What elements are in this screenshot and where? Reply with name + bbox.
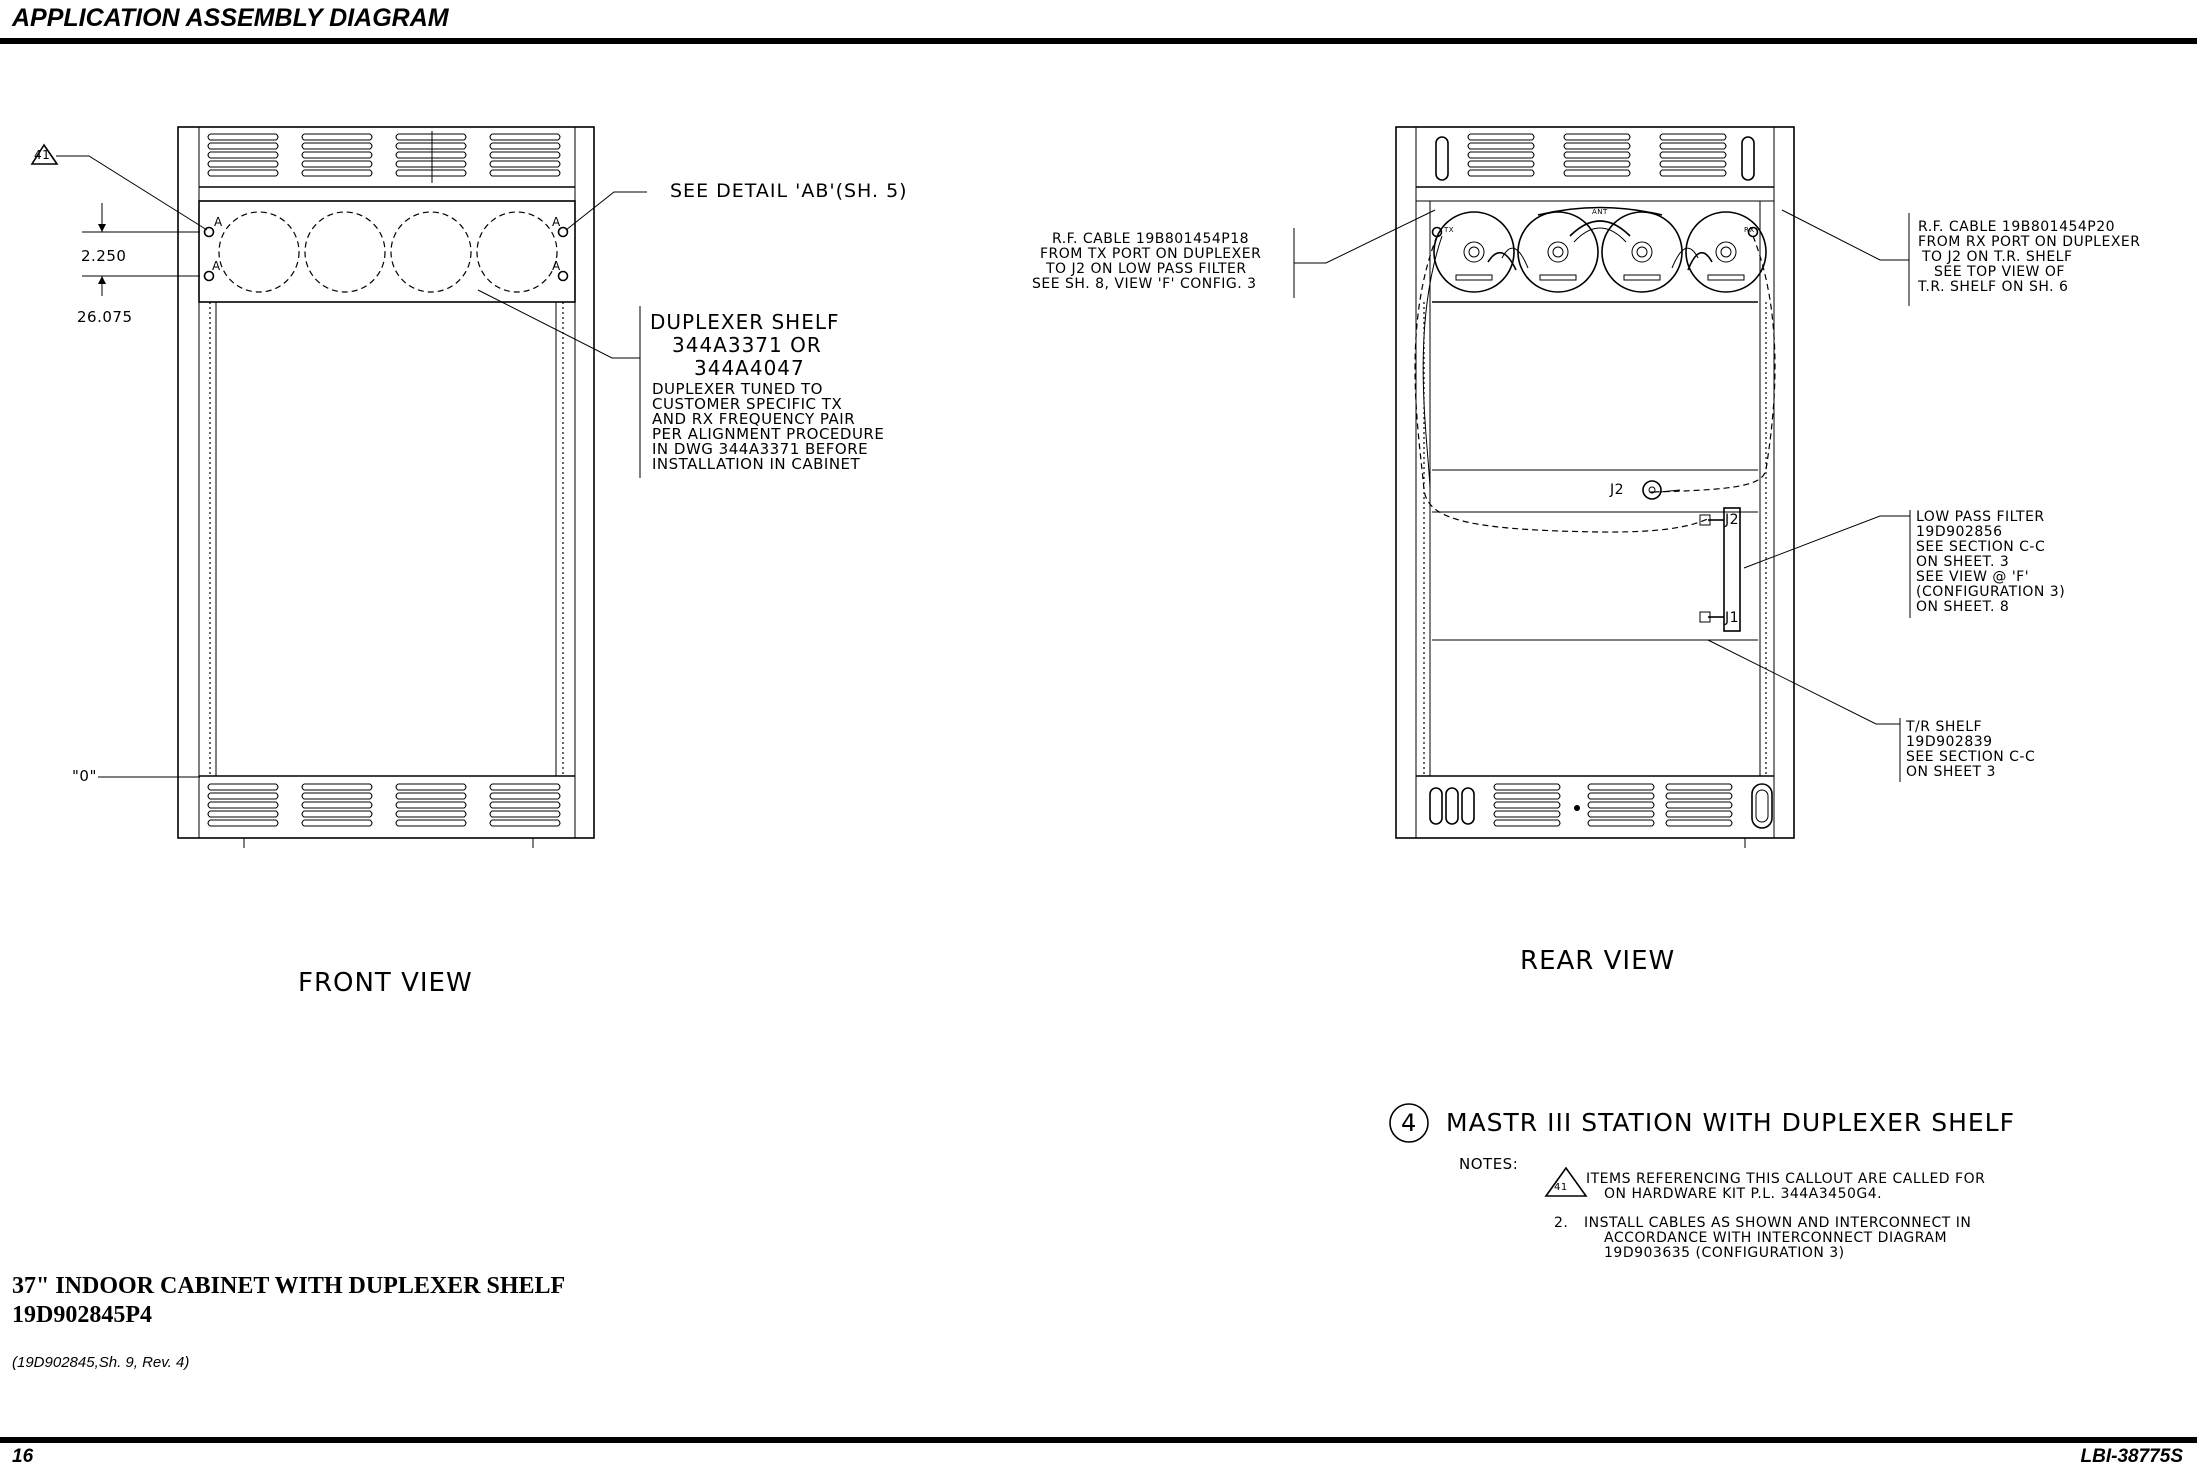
front-cabinet (178, 127, 594, 848)
filter-j1-label: J1 (1725, 610, 1740, 626)
vent-slot (302, 802, 372, 808)
tr-shelf-note-4: ON SHEET 3 (1906, 764, 1996, 780)
vent-slot (1588, 811, 1654, 817)
note1-line-2: ON HARDWARE KIT P.L. 344A3450G4. (1604, 1186, 1883, 1202)
vent-slot (208, 820, 278, 826)
tx-cable-note-4: SEE SH. 8, VIEW 'F' CONFIG. 3 (1032, 276, 1257, 292)
vent-slot (208, 152, 278, 158)
vent-slot (396, 811, 466, 817)
shelf-note-title-1: DUPLEXER SHELF (650, 310, 840, 334)
front-corner-screws (205, 228, 568, 281)
vent-slot (208, 793, 278, 799)
vent-slot (490, 802, 560, 808)
corner-mark-a: A (212, 259, 221, 273)
note2-line-2: ACCORDANCE WITH INTERCONNECT DIAGRAM (1604, 1230, 1948, 1246)
document-id: LBI-38775S (2080, 1446, 2183, 1467)
vent-slot (1660, 134, 1726, 140)
tr-shelf-note-3: SEE SECTION C-C (1906, 749, 2036, 765)
port-label-ant: ANT (1592, 208, 1608, 216)
corner-mark-a: A (552, 259, 561, 273)
rear-leaders (1294, 210, 1910, 782)
vent-slot (1468, 143, 1534, 149)
vent-slot (1666, 811, 1732, 817)
vent-slot (396, 802, 466, 808)
note2-number: 2. (1554, 1215, 1569, 1231)
station-number: 4 (1401, 1109, 1418, 1137)
vent-slot (1564, 170, 1630, 176)
front-top-vents (208, 134, 560, 176)
front-callout-flag-number: 41 (34, 148, 51, 162)
vent-slot (208, 784, 278, 790)
vent-slot (1564, 143, 1630, 149)
front-bottom-vents (208, 784, 560, 826)
vent-slot (1468, 152, 1534, 158)
vent-slot (1660, 152, 1726, 158)
rear-top-vents (1468, 134, 1726, 176)
shelf-note-body-1: DUPLEXER TUNED TO (652, 380, 823, 398)
dim-zero: "0" (72, 767, 97, 785)
drawing-part-number: 19D902845P4 (12, 1302, 152, 1328)
vent-slot (1468, 134, 1534, 140)
j2-cable-label: J2 (1610, 482, 1625, 498)
corner-mark-a: A (214, 215, 223, 229)
filter-note-2: 19D902856 (1916, 524, 2003, 540)
vent-slot (1564, 161, 1630, 167)
rx-cable-note-4: SEE TOP VIEW OF (1934, 264, 2065, 280)
note2-line-3: 19D903635 (CONFIGURATION 3) (1604, 1245, 1845, 1261)
front-leaders (56, 156, 647, 777)
vent-slot (302, 793, 372, 799)
vent-slot (302, 784, 372, 790)
vent-slot (1468, 161, 1534, 167)
vent-slot (1468, 170, 1534, 176)
vent-slot (1494, 793, 1560, 799)
vent-slot (302, 161, 372, 167)
filter-note-1: LOW PASS FILTER (1916, 509, 2045, 525)
drawing-source-ref: (19D902845,Sh. 9, Rev. 4) (12, 1354, 190, 1371)
vent-slot (208, 161, 278, 167)
filter-note-7: ON SHEET. 8 (1916, 599, 2010, 615)
page-number: 16 (12, 1446, 34, 1467)
rear-bottom-vents (1494, 784, 1732, 826)
corner-mark-a: A (552, 215, 561, 229)
drawing-title: 37" INDOOR CABINET WITH DUPLEXER SHELF (12, 1273, 566, 1299)
vent-slot (302, 152, 372, 158)
vent-slot (396, 784, 466, 790)
vent-slot (208, 811, 278, 817)
filter-note-6: (CONFIGURATION 3) (1916, 584, 2066, 600)
vent-slot (396, 152, 466, 158)
notes-heading: NOTES: (1459, 1155, 1519, 1173)
vent-slot (1660, 170, 1726, 176)
filter-note-5: SEE VIEW @ 'F' (1916, 569, 2030, 585)
station-caption: MASTR III STATION WITH DUPLEXER SHELF (1446, 1108, 2015, 1137)
rx-cable-note-5: T.R. SHELF ON SH. 6 (1918, 279, 2069, 295)
vent-slot (1666, 784, 1732, 790)
dim-26075: 26.075 (77, 308, 133, 326)
vent-slot (1666, 820, 1732, 826)
vent-slot (302, 134, 372, 140)
shelf-note-body-3: AND RX FREQUENCY PAIR (652, 410, 856, 428)
shelf-note-title-3: 344A4047 (694, 356, 805, 380)
vent-slot (1666, 802, 1732, 808)
port-label-rx: RX (1744, 226, 1755, 234)
vent-slot (208, 170, 278, 176)
vent-slot (396, 134, 466, 140)
vent-slot (1564, 152, 1630, 158)
vent-slot (1588, 793, 1654, 799)
vent-slot (1494, 784, 1560, 790)
vent-slot (1588, 784, 1654, 790)
vent-slot (396, 793, 466, 799)
shelf-note-body-6: INSTALLATION IN CABINET (652, 455, 861, 473)
note2-line-1: INSTALL CABLES AS SHOWN AND INTERCONNECT IN (1584, 1215, 1972, 1231)
shelf-note-body-4: PER ALIGNMENT PROCEDURE (652, 425, 885, 443)
vent-slot (1494, 802, 1560, 808)
shelf-note-body-5: IN DWG 344A3371 BEFORE (652, 440, 869, 458)
tx-cable-note-1: R.F. CABLE 19B801454P18 (1052, 231, 1250, 247)
rear-view-label: REAR VIEW (1520, 946, 1676, 976)
vent-slot (1660, 143, 1726, 149)
vent-slot (1588, 820, 1654, 826)
vent-slot (490, 793, 560, 799)
vent-slot (396, 820, 466, 826)
vent-slot (1666, 793, 1732, 799)
vent-slot (1660, 161, 1726, 167)
vent-slot (1494, 811, 1560, 817)
vent-slot (208, 143, 278, 149)
vent-slot (490, 143, 560, 149)
vent-slot (490, 784, 560, 790)
vent-slot (490, 820, 560, 826)
page-header-title: APPLICATION ASSEMBLY DIAGRAM (12, 4, 449, 32)
vent-slot (1494, 820, 1560, 826)
vent-slot (302, 820, 372, 826)
vent-slot (1564, 134, 1630, 140)
filter-note-4: ON SHEET. 3 (1916, 554, 2010, 570)
vent-slot (302, 170, 372, 176)
vent-slot (490, 152, 560, 158)
vent-slot (396, 143, 466, 149)
rx-cable-note-3: TO J2 ON T.R. SHELF (1922, 249, 2073, 265)
vent-slot (490, 161, 560, 167)
dim-2250: 2.250 (81, 247, 127, 265)
vent-slot (208, 802, 278, 808)
vent-slot (1588, 802, 1654, 808)
vent-slot (396, 170, 466, 176)
footer-rule (0, 1437, 2197, 1443)
vent-slot (302, 143, 372, 149)
vent-slot (490, 811, 560, 817)
rear-j2-connector (1643, 481, 1661, 499)
vent-slot (490, 134, 560, 140)
vent-slot (302, 811, 372, 817)
port-label-tx: TX (1444, 226, 1455, 234)
filter-j2-label: J2 (1725, 512, 1740, 528)
shelf-note-body-2: CUSTOMER SPECIFIC TX (652, 395, 843, 413)
tr-shelf-note-1: T/R SHELF (1906, 719, 1983, 735)
shelf-note-title-2: 344A3371 OR (672, 333, 822, 357)
detail-ab-note: SEE DETAIL 'AB'(SH. 5) (670, 180, 908, 202)
notes-flag-number: 41 (1554, 1182, 1568, 1193)
vent-slot (396, 161, 466, 167)
drawing-title-block (12, 1272, 565, 1330)
front-duplexer-cans (219, 212, 557, 292)
tx-cable-note-2: FROM TX PORT ON DUPLEXER (1040, 246, 1262, 262)
tr-shelf-note-2: 19D902839 (1906, 734, 1993, 750)
vent-slot (490, 170, 560, 176)
rx-cable-note-2: FROM RX PORT ON DUPLEXER (1918, 234, 2141, 250)
note1-line-1: ITEMS REFERENCING THIS CALLOUT ARE CALLED FOR (1586, 1171, 1986, 1187)
front-view-label: FRONT VIEW (298, 968, 473, 998)
rear-duplexer-cans (1433, 208, 1767, 293)
vent-slot (208, 134, 278, 140)
filter-note-3: SEE SECTION C-C (1916, 539, 2046, 555)
tx-cable-note-3: TO J2 ON LOW PASS FILTER (1046, 261, 1247, 277)
rx-cable-note-1: R.F. CABLE 19B801454P20 (1918, 219, 2116, 235)
